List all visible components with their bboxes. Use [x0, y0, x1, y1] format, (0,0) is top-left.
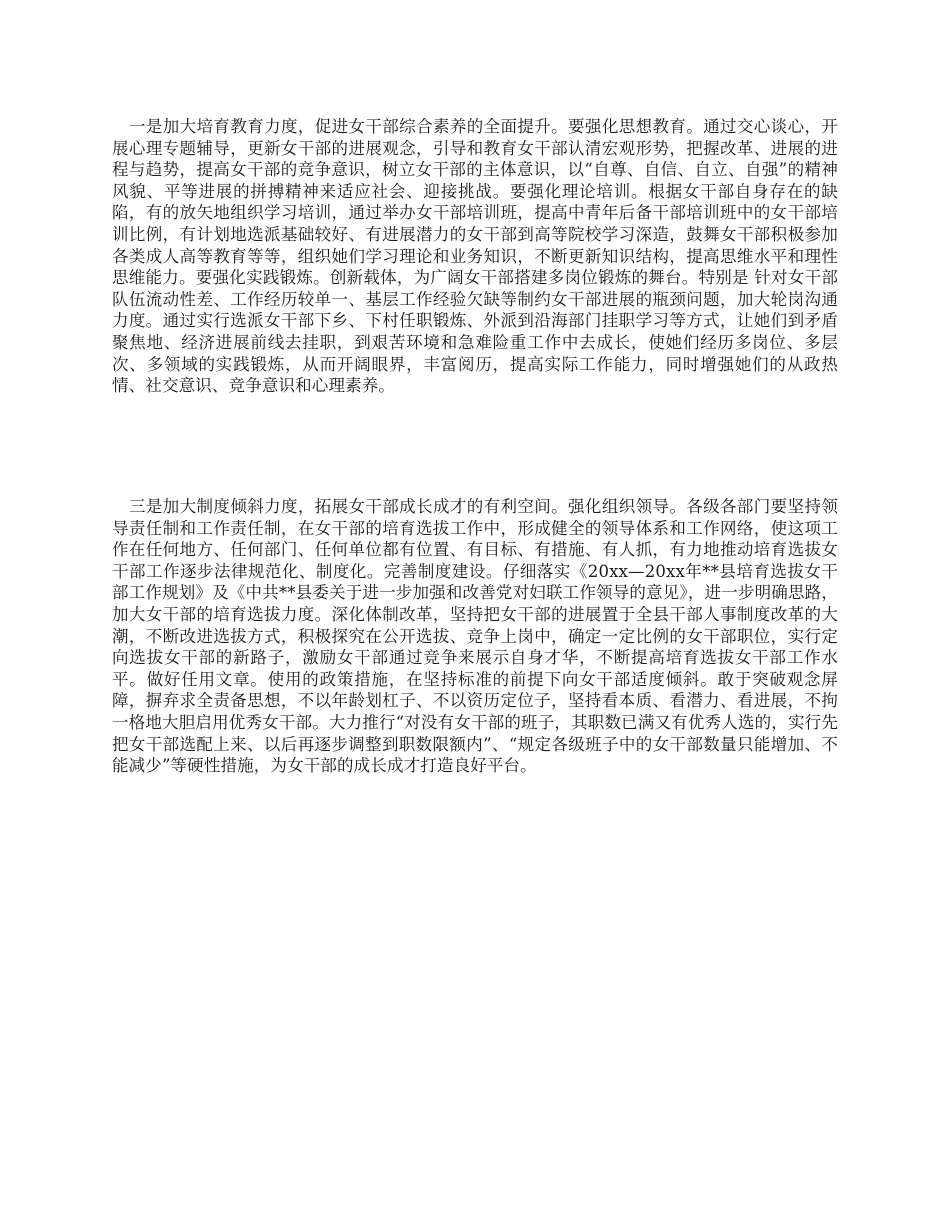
- paragraph-women-cadre-training: 一是加大培育教育力度，促进女干部综合素养的全面提升。要强化思想教育。通过交心谈心，开展心理专题辅导，更新女干部的进展观念，引导和教育女干部认清宏观形势，把握改革、进展的进程与趋势，提高女干部的竞争意识，树立女干部的主体意识，以“自尊、自信、自立、自强”的精神风貌、平等进展的拼搏精神来适应社会、迎接挑战。要强化理论培训。根据女干部自身存在的缺陷，有的放矢地组织学习培训，通过举办女干部培训班，提高中青年后备干部培训班中的女干部培训比例，有计划地选派基础较好、有进展潜力的女干部到高等院校学习深造，鼓舞女干部积极参加各类成人高等教育等等，组织她们学习理论和业务知识，不断更新知识结构，提高思维水平和理性思维能力。要强化实践锻炼。创新载体，为广阔女干部搭建多岗位锻炼的舞台。特别是 针对女干部队伍流动性差、工作经历较单一、基层工作经验欠缺等制约女干部进展的瓶颈问题，加大轮岗沟通力度。通过实行选派女干部下乡、下村任职锻炼、外派到沿海部门挂职学习等方式，让她们到矛盾聚焦地、经济进展前线去挂职，到艰苦环境和急难险重工作中去成长，使她们经历多岗位、多层次、多领域的实践锻炼，从而开阔眼界，丰富阅历，提高实际工作能力，同时增强她们的从政热情、社交意识、竞争意识和心理素养。: [112, 117, 838, 396]
- paragraph-institutional-support: 三是加大制度倾斜力度，拓展女干部成长成才的有利空间。强化组织领导。各级各部门要坚持领导责任制和工作责任制，在女干部的培育选拔工作中，形成健全的领导体系和工作网络，使这项工作在任何地方、任何部门、任何单位都有位置、有目标、有措施、有人抓，有力地推动培育选拔女干部工作逐步法律规范化、制度化。完善制度建设。仔细落实《20xx—20xx年**县培育选拔女干部工作规划》及《中共**县委关于进一步加强和改善党对妇联工作领导的意见》，进一步明确思路，加大女干部的培育选拔力度。深化体制改革，坚持把女干部的进展置于全县干部人事制度改革的大潮，不断改进选拔方式，积极探究在公开选拔、竞争上岗中，确定一定比例的女干部职位，实行定向选拔女干部的新路子，激励女干部通过竞争来展示自身才华，不断提高培育选拔女干部工作水平。做好任用文章。使用的政策措施，在坚持标准的前提下向女干部适度倾斜。敢于突破观念屏障，摒弃求全责备思想，不以年龄划杠子、不以资历定位子，坚持看本质、看潜力、看进展，不拘一格地大胆启用优秀女干部。大力推行“对没有女干部的班子，其职数已满又有优秀人选的，实行先把女干部选配上来、以后再逐步调整到职数限额内”、“规定各级班子中的女干部数量只能增加、不能减少”等硬性措施，为女干部的成长成才打造良好平台。: [112, 497, 838, 776]
